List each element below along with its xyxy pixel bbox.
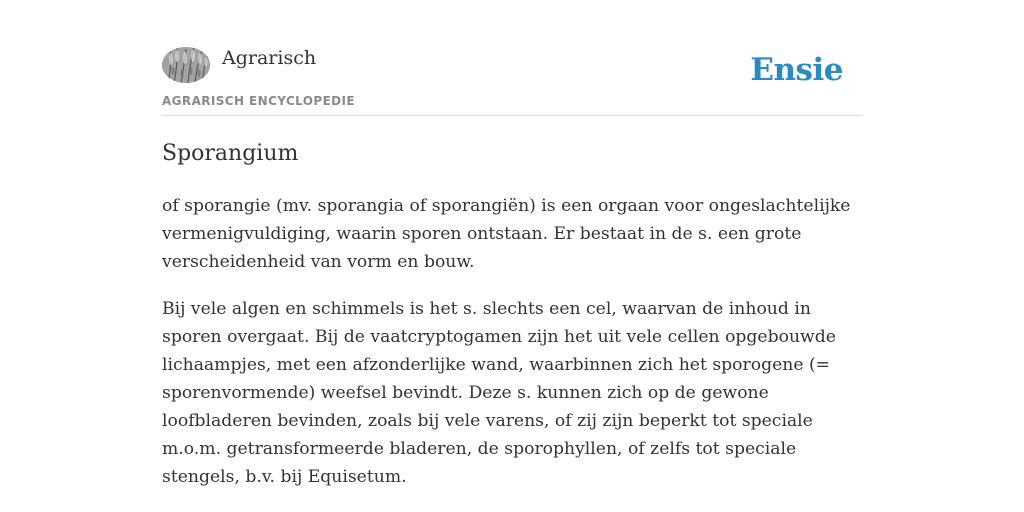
site-name[interactable]: Agrarisch bbox=[222, 47, 317, 69]
wheat-ears-icon bbox=[162, 47, 210, 83]
page bbox=[162, 0, 862, 512]
article-body bbox=[162, 192, 862, 510]
site-logo[interactable] bbox=[162, 47, 210, 83]
article-paragraph: Bij vele algen en schimmels is het s. slechts een cel, waarvan de inhoud in sporen overgaat. Bij de vaatcryptogamen zijn het uit vele cellen opgebouwde lichaampjes, met een afzonderlijke wand, waarbinnen zich het sporogene (= sporenvormende) weefsel bevindt. Deze s. kunnen zich op de gewone loofbladeren bevinden, zoals bij vele varens, of zij zijn beperkt tot speciale m.o.m. getransformeerde bladeren, de sporophyllen, of zelfs tot speciale stengels, b.v. bij Equisetum. bbox=[162, 299, 836, 487]
article-paragraph: of sporangie (mv. sporangia of sporangiën) is een orgaan voor ongeslachtelijke vermenigvuldiging, waarin sporen ontstaan. Er bestaat in de s. een grote verscheidenheid van vorm en bouw. bbox=[162, 196, 851, 272]
article-title: Sporangium bbox=[162, 141, 299, 166]
site-subtitle[interactable]: AGRARISCH ENCYCLOPEDIE bbox=[162, 94, 355, 108]
site-header bbox=[162, 0, 862, 116]
brand-logo[interactable]: Ensie bbox=[750, 52, 843, 88]
